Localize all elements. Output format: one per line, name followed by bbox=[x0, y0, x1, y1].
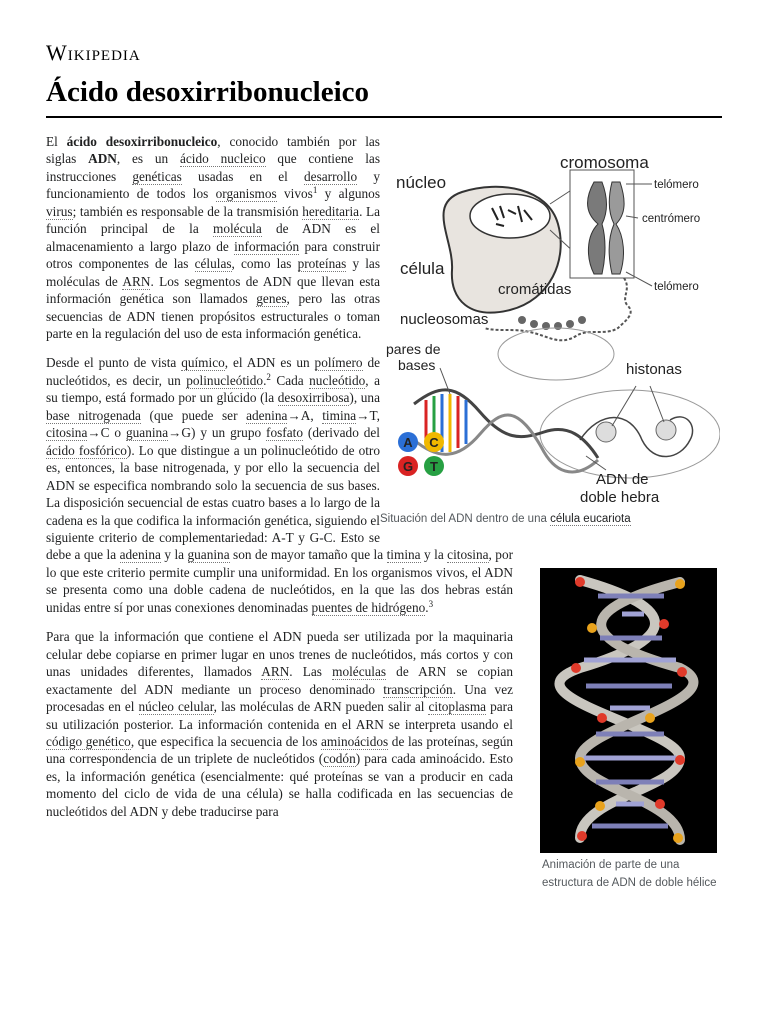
label-doble-hebra: doble hebra bbox=[580, 489, 660, 506]
link-acido-nucleico[interactable]: ácido nucleico bbox=[179, 151, 266, 167]
label-histonas: histonas bbox=[626, 361, 682, 378]
reference-2[interactable]: 2 bbox=[266, 371, 271, 382]
wikipedia-wordmark[interactable]: Wikipedia bbox=[46, 40, 141, 65]
caption-text: Situación del ADN dentro de una bbox=[380, 513, 551, 525]
text: ). Lo que distingue a un polinucleótido de otro es, entonces, la base nitrogenada, y por ello la secuencia del ADN se especifica nombrando solo la secuencia de sus bases. La disposición secuencial de estas cuatro bases a lo largo de la cadena es la que codifica la información genética, siguiendo el siguiente criterio de complementariedad: A-T y G-C. Esto se debe a que la bbox=[46, 442, 380, 563]
text: , las moléculas de ARN pueden salir al bbox=[213, 699, 429, 715]
page-title: Ácido desoxirribonucleico bbox=[46, 76, 370, 108]
paragraph-3 bbox=[46, 628, 513, 820]
link-informacion[interactable]: información bbox=[234, 238, 300, 254]
text: →T, bbox=[356, 407, 380, 423]
text: , pero las otras secuencias de ADN tienen propósitos estructurales o toman parte en la regulación del uso de esta información genética. bbox=[46, 291, 380, 341]
text: . bbox=[425, 599, 429, 615]
article-body bbox=[46, 133, 513, 897]
link-guanina-2[interactable]: guanina bbox=[187, 547, 230, 563]
label-adn-de: ADN de bbox=[596, 471, 649, 488]
title-divider bbox=[46, 116, 722, 118]
link-nucleo-celular[interactable]: núcleo celular bbox=[138, 699, 214, 715]
link-desarrollo[interactable]: desarrollo bbox=[304, 168, 358, 184]
label-pares-de: pares de bbox=[386, 341, 441, 357]
link-celulas[interactable]: células bbox=[194, 256, 232, 272]
base-g-label: G bbox=[402, 459, 414, 474]
text: de ADN es el almacenamiento a largo plazo de bbox=[46, 221, 380, 254]
text: , a su tiempo, está formado por un glúcido (la bbox=[46, 372, 380, 406]
text: (derivado del bbox=[302, 425, 381, 441]
text: y las moléculas de bbox=[46, 256, 380, 289]
link-hereditaria[interactable]: hereditaria bbox=[302, 203, 360, 219]
text: , es un bbox=[116, 151, 180, 167]
text: y algunos bbox=[317, 186, 380, 202]
text: →A, bbox=[287, 407, 323, 423]
link-arn-2[interactable]: ARN bbox=[261, 664, 290, 680]
link-arn[interactable]: ARN bbox=[122, 273, 151, 289]
text: (que puede ser bbox=[140, 407, 247, 423]
label-cromatidas: cromátidas bbox=[498, 281, 572, 298]
link-adenina[interactable]: adenina bbox=[246, 407, 288, 423]
label-bases: bases bbox=[398, 357, 436, 373]
text: . bbox=[263, 372, 267, 388]
link-polimero[interactable]: polímero bbox=[314, 355, 363, 371]
link-aminoacidos[interactable]: aminoácidos bbox=[321, 733, 389, 749]
bold-term: ácido desoxirribonucleico bbox=[66, 134, 218, 149]
link-puentes-de-hidrogeno[interactable]: puentes de hidrógeno bbox=[311, 599, 426, 615]
link-adenina-2[interactable]: adenina bbox=[119, 547, 161, 563]
label-celula: célula bbox=[400, 259, 445, 278]
label-cromosoma: cromosoma bbox=[560, 153, 649, 172]
link-codigo-genetico[interactable]: código genético bbox=[46, 733, 131, 749]
link-quimico[interactable]: químico bbox=[181, 355, 225, 371]
figure-caption-helix: Animación de parte de una estructura de ADN de doble hélice bbox=[542, 859, 717, 889]
text: →C o bbox=[87, 425, 126, 441]
text: , conocido también por las siglas bbox=[46, 134, 380, 167]
reference-1[interactable]: 1 bbox=[312, 185, 318, 196]
link-organismos[interactable]: organismos bbox=[215, 186, 277, 202]
text: El bbox=[46, 134, 67, 149]
text: Desde el punto de vista bbox=[46, 355, 182, 371]
figure-float-cell bbox=[392, 128, 722, 536]
text: . La función principal de la bbox=[46, 203, 380, 237]
link-nucleotido[interactable]: nucleótido bbox=[309, 372, 366, 388]
label-nucleo: núcleo bbox=[396, 173, 447, 192]
text: ; también es responsable de la transmisión bbox=[72, 203, 303, 219]
link-transcripcion[interactable]: transcripción bbox=[383, 681, 453, 697]
link-base-nitrogenada[interactable]: base nitrogenada bbox=[46, 407, 141, 423]
link-citosina-2[interactable]: citosina bbox=[447, 547, 489, 563]
reference-3[interactable]: 3 bbox=[428, 598, 434, 609]
link-molecula[interactable]: molécula bbox=[213, 221, 262, 237]
text: para construir otros componentes de las bbox=[46, 238, 381, 272]
text: son de mayor tamaño que la bbox=[229, 547, 387, 563]
link-moleculas[interactable]: moléculas bbox=[332, 664, 387, 680]
label-nucleosomas: nucleosomas bbox=[400, 311, 489, 328]
text: de las proteínas, según una correspondencia de un triplete de nucleótidos ( bbox=[46, 733, 513, 767]
text: , como las bbox=[231, 256, 298, 272]
text: . Las bbox=[289, 664, 333, 680]
text: →G) y un grupo bbox=[168, 425, 267, 441]
text: de nucleótidos, es decir, un bbox=[46, 355, 380, 388]
base-t-label: T bbox=[430, 459, 438, 474]
text: . Una vez procesadas en el bbox=[46, 681, 514, 715]
link-citoplasma[interactable]: citoplasma bbox=[428, 699, 487, 715]
text: que contiene las instrucciones bbox=[46, 151, 381, 184]
label-telomero-top: telómero bbox=[654, 179, 699, 191]
text: , por lo que este criterio permite cumplir una uniformidad. En los organismos vivos, el ADN se presenta como una doble cadena de nucleótidos, en la que las dos hebras están unidas entre sí por unas conexiones denominadas bbox=[46, 547, 514, 615]
link-celula-eucariota[interactable]: célula eucariota bbox=[550, 513, 631, 525]
text: y la bbox=[160, 547, 188, 563]
text: y la bbox=[420, 547, 448, 563]
text: , que especifica la secuencia de los bbox=[130, 733, 321, 749]
text: , el ADN es un bbox=[224, 355, 315, 371]
label-telomero-bottom: telómero bbox=[654, 281, 699, 293]
link-acido-fosforico[interactable]: ácido fosfórico bbox=[46, 442, 127, 458]
text: ) para cada aminoácido. Esto es, la información genética (esencialmente: qué proteínas se van a producir en cada momento del ciclo de vida de una célula) se halla codificada en las secuencias de nucleótidos del ADN y debe traducirse para bbox=[46, 751, 514, 819]
link-proteinas[interactable]: proteínas bbox=[297, 256, 347, 272]
link-virus[interactable]: virus bbox=[46, 203, 73, 219]
text: de ARN se copian exactamente del ADN mediante un proceso denominado bbox=[46, 664, 513, 697]
link-fosfato[interactable]: fosfato bbox=[266, 425, 303, 441]
link-genes[interactable]: genes bbox=[256, 291, 287, 307]
text: para su utilización posterior. La información contenida en el ARN se interpreta usando el bbox=[46, 699, 513, 732]
link-timina[interactable]: timina bbox=[322, 407, 357, 423]
link-codon[interactable]: codón bbox=[323, 751, 356, 767]
text: usadas en el bbox=[181, 168, 305, 184]
figure-float-helix bbox=[548, 552, 722, 897]
text: Para que la información que contiene el ADN pueda ser utilizada por la maquinaria celular debe copiarse en primer lugar en unos trenes de nucleótidos, más cortos y con unas unidades diferentes, llamados bbox=[46, 629, 513, 680]
bold-term: ADN bbox=[88, 151, 117, 167]
text: vivos bbox=[276, 186, 313, 202]
link-guanina[interactable]: guanina bbox=[126, 425, 169, 441]
text: y funcionamiento de todos los bbox=[46, 168, 380, 202]
text: ), una bbox=[349, 390, 380, 406]
base-a-label: A bbox=[403, 435, 413, 450]
link-polinucleotido[interactable]: polinucleótido bbox=[186, 372, 264, 388]
label-centromero: centrómero bbox=[642, 213, 701, 225]
link-desoxirribosa[interactable]: desoxirribosa bbox=[277, 390, 350, 406]
base-c-label: C bbox=[429, 435, 439, 450]
text: . Los segmentos de ADN que llevan esta información genética son llamados bbox=[46, 273, 380, 307]
text: Cada bbox=[270, 372, 310, 388]
link-citosina[interactable]: citosina bbox=[46, 425, 88, 441]
link-geneticas[interactable]: genéticas bbox=[132, 168, 182, 184]
link-timina-2[interactable]: timina bbox=[386, 547, 421, 563]
